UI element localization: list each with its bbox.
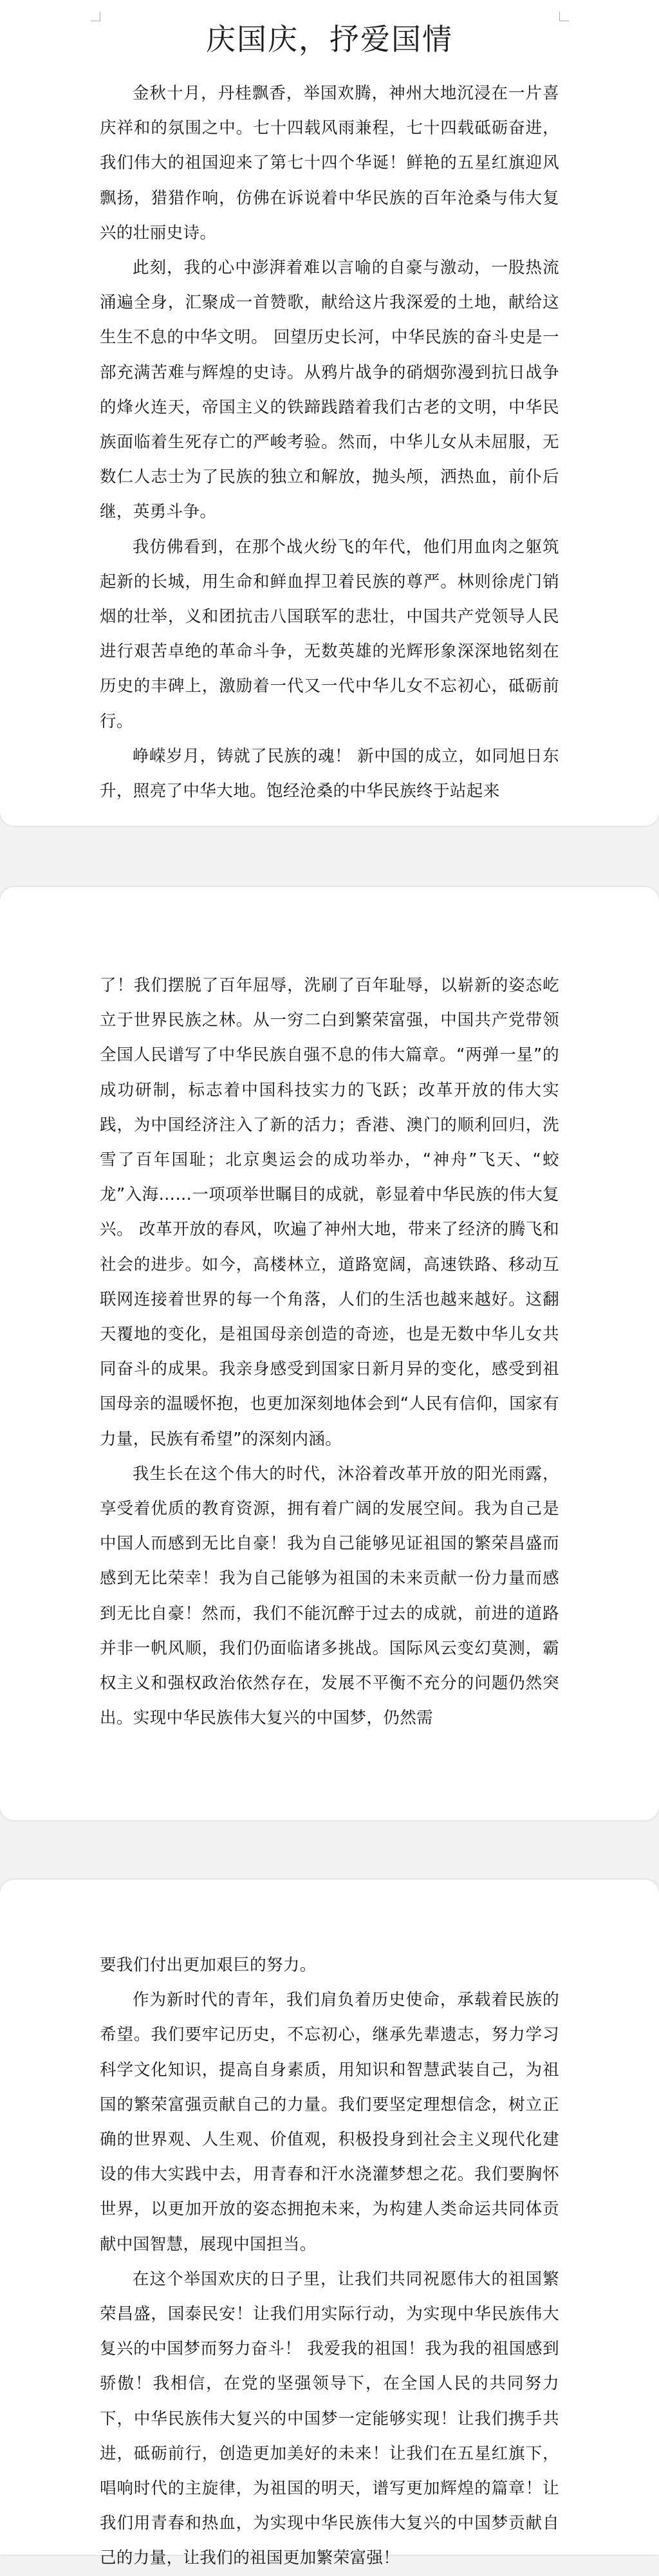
document-title: 庆国庆，抒爱国情 xyxy=(206,22,453,57)
document-page-1 xyxy=(0,0,659,826)
paragraph: 峥嵘岁月，铸就了民族的魂！ 新中国的成立，如同旭日东升，照亮了中华大地。饱经沧桑的中华民族终于站起来 xyxy=(100,746,559,801)
paragraph: 作为新时代的青年，我们肩负着历史使命，承载着民族的希望。我们要牢记历史，不忘初心，继承先辈遗志，努力学习科学文化知识，提高自身素质，用知识和智慧武装自己，为祖国的繁荣富强贡献自己的力量。我们要坚定理想信念，树立正确的世界观、人生观、价值观，积极投身到社会主义现代化建设的伟大实践中去，用青春和汗水浇灌梦想之花。我们要胸怀世界，以更加开放的姿态拥抱未来，为构建人类命运共同体贡献中国智慧，展现中国担当。 xyxy=(100,1990,559,2254)
page-margin-corner-top-right xyxy=(559,12,569,21)
paragraph: 我生长在这个伟大的时代，沐浴着改革开放的阳光雨露，享受着优质的教育资源，拥有着广阔的发展空间。我为自己是中国人而感到无比自豪！我为自己能够见证祖国的繁荣昌盛而感到无比荣幸！我为自己能够为祖国的未来贡献一份力量而感到无比自豪！然而，我们不能沉醉于过去的成就，前进的道路并非一帆风顺，我们仍面临诸多挑战。国际风云变幻莫测，霸权主义和强权政治依然存在，发展不平衡不充分的问题仍然突出。实现中华民族伟大复兴的中国梦，仍然需 xyxy=(100,1464,559,1728)
paragraph: 金秋十月，丹桂飘香，举国欢腾，神州大地沉浸在一片喜庆祥和的氛围之中。七十四载风雨兼程，七十四载砥砺奋进，我们伟大的祖国迎来了第七十四个华诞！鲜艳的五星红旗迎风飘扬，猎猎作响，仿佛在诉说着中华民族的百年沧桑与伟大复兴的壮丽史诗。 xyxy=(100,84,559,243)
paragraph: 在这个举国欢庆的日子里，让我们共同祝愿伟大的祖国繁荣昌盛，国泰民安！让我们用实际行动，为实现中华民族伟大复兴的中国梦而努力奋斗！ 我爱我的祖国！我为我的祖国感到骄傲！我相信，在党的坚强领导下，在全国人民的共同努力下，中华民族伟大复兴的中国梦一定能够实现！让我们携手共进，砥砺前行，创造更加美好的未来！让我们在五星红旗下，唱响时代的主旋律，为祖国的明天，谱写更加辉煌的篇章！让我们用青春和热血，为实现中华民族伟大复兴的中国梦贡献自己的力量，让我们的祖国更加繁荣富强！ xyxy=(100,2269,559,2568)
page-margin-corner-top-left xyxy=(91,12,100,21)
paragraph: 我仿佛看到，在那个战火纷飞的年代，他们用血肉之躯筑起新的长城，用生命和鲜血捍卫着民族的尊严。林则徐虎门销烟的壮举，义和团抗击八国联军的悲壮，中国共产党领导人民进行艰苦卓绝的革命斗争，无数英雄的光辉形象深深地铭刻在历史的丰碑上，激励着一代又一代中华儿女不忘初心，砥砺前行。 xyxy=(100,537,559,731)
document-page-2 xyxy=(0,887,659,1820)
document-page-3 xyxy=(0,1880,659,2568)
paragraph: 此刻，我的心中澎湃着难以言喻的自豪与激动，一股热流涌遍全身，汇聚成一首赞歌，献给这片我深爱的土地，献给这生生不息的中华文明。 回望历史长河，中华民族的奋斗史是一部充满苦难与辉煌的史诗。从鸦片战争的硝烟弥漫到抗日战争的烽火连天，帝国主义的铁蹄践踏着我们古老的文明，中华民族面临着生死存亡的严峻考验。然而，中华儿女从未屈服，无数仁人志士为了民族的独立和解放，抛头颅，洒热血，前仆后继，英勇斗争。 xyxy=(100,258,559,522)
paragraph-continued: 要我们付出更加艰巨的努力。 xyxy=(100,1955,317,1975)
paragraph-continued: 了！我们摆脱了百年屈辱，洗刷了百年耻辱，以崭新的姿态屹立于世界民族之林。从一穷二白到繁荣富强，中国共产党带领全国人民谱写了中华民族自强不息的伟大篇章。“两弹一星”的成功研制，标志着中国科技实力的飞跃；改革开放的伟大实践，为中国经济注入了新的活力；香港、澳门的顺利回归，洗雪了百年国耻；北京奥运会的成功举办，“神舟”飞天、“蛟龙”入海……一项项举世瞩目的成就，彰显着中华民族的伟大复兴。 改革开放的春风，吹遍了神州大地，带来了经济的腾飞和社会的进步。如今，高楼林立，道路宽阔，高速铁路、移动互联网连接着世界的每一个角落，人们的生活也越来越好。这翻天覆地的变化，是祖国母亲创造的奇迹，也是无数中华儿女共同奋斗的成果。我亲身感受到国家日新月异的变化，感受到祖国母亲的温暖怀抱，也更加深刻地体会到“人民有信仰，国家有力量，民族有希望”的深刻内涵。 xyxy=(100,976,559,1449)
